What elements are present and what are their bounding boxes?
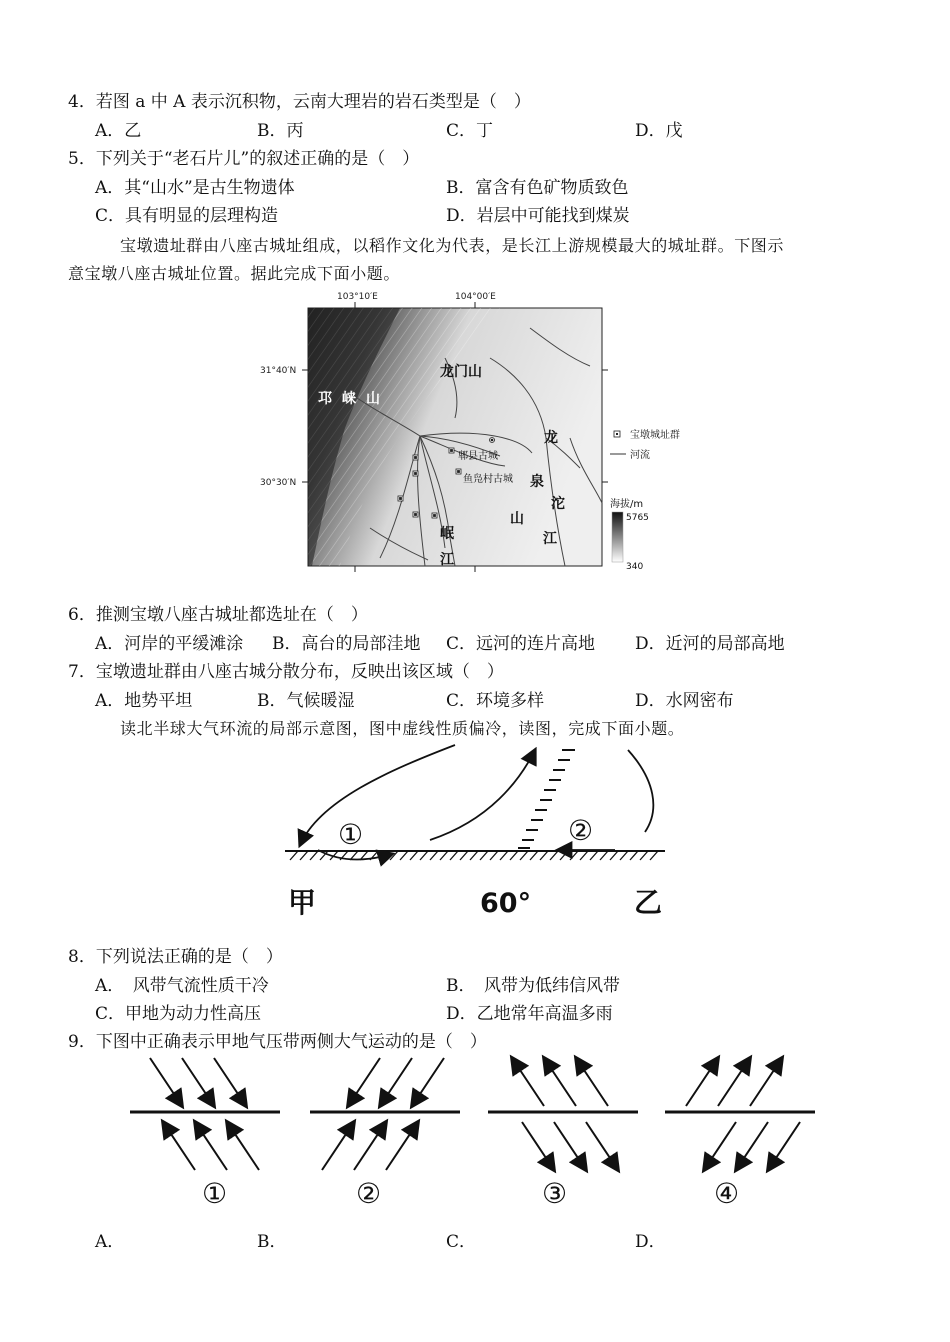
yufu-label: 鱼凫村古城 (463, 474, 513, 485)
q8-option-b: B． 风带为低纬信风带 (446, 976, 620, 996)
qionglai-char-3: 山 (366, 391, 380, 407)
q9-panel-3 (488, 1058, 638, 1170)
baodun-map (250, 288, 690, 578)
wind-label-1: ① (338, 818, 364, 851)
q9-option-a: A． (95, 1232, 125, 1252)
q6-stem: 6．推测宝墩八座古城址都选址在（ ） (68, 605, 368, 625)
q9-option-b: B． (257, 1232, 287, 1252)
legend-elev-max: 5765 (626, 513, 649, 523)
minjiang-char-2: 江 (440, 552, 454, 568)
arrow-upper-left (300, 745, 455, 845)
arrow-rising (430, 750, 535, 840)
q6-option-b: B．高台的局部洼地 (272, 634, 421, 654)
legend-site-label: 宝墩城址群 (630, 430, 680, 441)
q4-option-c: C．丁 (446, 121, 494, 141)
longquan-char-2: 泉 (530, 474, 544, 490)
q6-option-c: C．远河的连片高地 (446, 634, 596, 654)
circulation-diagram (270, 740, 690, 930)
q5-stem: 5．下列关于“老石片儿”的叙述正确的是（ ） (68, 149, 420, 169)
q8-option-c: C．甲地为动力性高压 (95, 1004, 262, 1024)
q6-option-a: A．河岸的平缓滩涂 (95, 634, 244, 654)
q5-option-a: A．其“山水”是古生物遗体 (95, 178, 295, 198)
q4-stem: 4．若图 a 中 A 表示沉积物，云南大理岩的岩石类型是（ ） (68, 92, 531, 112)
lon-label-2: 104°00′E (455, 292, 496, 302)
q9-panel-label-3: ③ (542, 1177, 568, 1210)
q5-option-b: B．富含有色矿物质致色 (446, 178, 629, 198)
q8-option-d: D．乙地常年高温多雨 (446, 1004, 613, 1024)
q9-panel-4 (665, 1058, 815, 1170)
q7-option-b: B．气候暖湿 (257, 691, 355, 711)
label-60: 60° (480, 888, 532, 919)
qionglai-char-1: 邛 (318, 391, 332, 407)
q7-option-d: D．水网密布 (635, 691, 734, 711)
qionglai-char-2: 崃 (342, 391, 356, 407)
wind-label-2: ② (568, 814, 594, 847)
q9-option-c: C． (446, 1232, 477, 1252)
arrow-upper-right (628, 750, 653, 832)
legend-elev-title: 海拔/m (610, 499, 644, 510)
q9-panel-label-2: ② (356, 1177, 382, 1210)
q9-option-d: D． (635, 1232, 666, 1252)
q5-option-c: C．具有明显的层理构造 (95, 206, 279, 226)
q9-panel-1 (130, 1058, 280, 1170)
q7-option-c: C．环境多样 (446, 691, 545, 711)
q9-figure (120, 1050, 840, 1210)
q8-option-a: A． 风带气流性质干冷 (95, 976, 269, 996)
q4-option-b: B．丙 (257, 121, 304, 141)
q4-option-d: D．戊 (635, 121, 683, 141)
longquan-char-3: 山 (510, 511, 524, 527)
q5-option-d: D．岩层中可能找到煤炭 (446, 206, 630, 226)
q8-stem: 8．下列说法正确的是（ ） (68, 947, 283, 967)
lat-label-1: 31°40′N (260, 366, 297, 376)
q6-option-d: D．近河的局部高地 (635, 634, 785, 654)
q4-option-a: A．乙 (95, 121, 142, 141)
legend-river-label: 河流 (630, 450, 650, 461)
pixian-label: 郫县古城 (458, 451, 498, 462)
label-yi: 乙 (634, 886, 663, 919)
q7-option-a: A．地势平坦 (95, 691, 193, 711)
passage1-line2: 意宝墩八座古城址位置。据此完成下面小题。 (68, 264, 401, 283)
passage1-line1: 宝墩遗址群由八座古城址组成，以稻作文化为代表，是长江上游规模最大的城址群。下图示 (120, 236, 785, 255)
minjiang-char-1: 岷 (440, 526, 454, 542)
longmen-label: 龙门山 (440, 364, 482, 380)
longquan-char-1: 龙 (544, 430, 558, 446)
tuojiang-char-1: 沱 (551, 496, 565, 512)
tuojiang-char-2: 江 (543, 531, 557, 547)
q9-panel-label-1: ① (202, 1177, 228, 1210)
q9-stem: 9．下图中正确表示甲地气压带两侧大气运动的是（ ） (68, 1032, 487, 1052)
map-legend (610, 428, 680, 572)
lon-label-1: 103°10′E (337, 292, 378, 302)
q9-panel-2 (310, 1058, 460, 1170)
legend-elev-min: 340 (626, 562, 644, 572)
label-jia: 甲 (288, 886, 317, 919)
elevation-bar (612, 512, 623, 562)
lat-label-2: 30°30′N (260, 478, 297, 488)
q9-panel-label-4: ④ (714, 1177, 740, 1210)
q7-stem: 7．宝墩遗址群由八座古城分散分布，反映出该区域（ ） (68, 662, 504, 682)
passage2: 读北半球大气环流的局部示意图，图中虚线性质偏冷，读图，完成下面小题。 (120, 719, 685, 738)
